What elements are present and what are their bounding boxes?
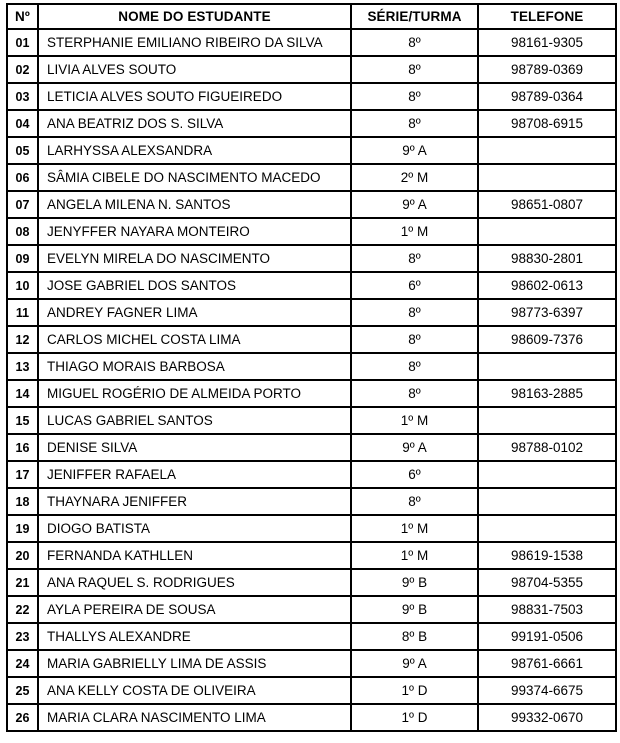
student-name-cell: THAYNARA JENIFFER bbox=[38, 488, 351, 515]
serie-turma-cell: 9º A bbox=[351, 650, 478, 677]
student-name-cell: MIGUEL ROGÉRIO DE ALMEIDA PORTO bbox=[38, 380, 351, 407]
serie-turma-cell: 1º D bbox=[351, 704, 478, 731]
serie-turma-cell: 9º A bbox=[351, 434, 478, 461]
table-row bbox=[7, 461, 616, 488]
student-name-cell: LUCAS GABRIEL SANTOS bbox=[38, 407, 351, 434]
serie-turma-cell: 8º bbox=[351, 299, 478, 326]
phone-cell: 99374-6675 bbox=[478, 677, 616, 704]
phone-cell bbox=[478, 137, 616, 164]
row-number-cell: 14 bbox=[7, 380, 38, 407]
col-header-serie: SÉRIE/TURMA bbox=[351, 4, 478, 29]
table-row bbox=[7, 704, 616, 731]
serie-turma-cell: 1º M bbox=[351, 542, 478, 569]
table-row bbox=[7, 434, 616, 461]
col-header-phone: TELEFONE bbox=[478, 4, 616, 29]
serie-turma-cell: 6º bbox=[351, 461, 478, 488]
table-row bbox=[7, 353, 616, 380]
row-number-cell: 22 bbox=[7, 596, 38, 623]
table-row bbox=[7, 677, 616, 704]
col-header-name: NOME DO ESTUDANTE bbox=[38, 4, 351, 29]
row-number-cell: 10 bbox=[7, 272, 38, 299]
row-number-cell: 26 bbox=[7, 704, 38, 731]
student-name-cell: STERPHANIE EMILIANO RIBEIRO DA SILVA bbox=[38, 29, 351, 56]
student-name-cell: LIVIA ALVES SOUTO bbox=[38, 56, 351, 83]
student-name-cell: ANGELA MILENA N. SANTOS bbox=[38, 191, 351, 218]
phone-cell: 98602-0613 bbox=[478, 272, 616, 299]
serie-turma-cell: 9º B bbox=[351, 596, 478, 623]
table-row bbox=[7, 650, 616, 677]
serie-turma-cell: 1º M bbox=[351, 407, 478, 434]
student-name-cell: DENISE SILVA bbox=[38, 434, 351, 461]
table-row bbox=[7, 56, 616, 83]
row-number-cell: 08 bbox=[7, 218, 38, 245]
table-row bbox=[7, 245, 616, 272]
phone-cell: 98704-5355 bbox=[478, 569, 616, 596]
serie-turma-cell: 8º bbox=[351, 110, 478, 137]
phone-cell: 98708-6915 bbox=[478, 110, 616, 137]
table-row bbox=[7, 515, 616, 542]
student-name-cell: CARLOS MICHEL COSTA LIMA bbox=[38, 326, 351, 353]
row-number-cell: 09 bbox=[7, 245, 38, 272]
row-number-cell: 12 bbox=[7, 326, 38, 353]
phone-cell: 98651-0807 bbox=[478, 191, 616, 218]
row-number-cell: 16 bbox=[7, 434, 38, 461]
student-name-cell: LARHYSSA ALEXSANDRA bbox=[38, 137, 351, 164]
table-row bbox=[7, 488, 616, 515]
student-name-cell: THALLYS ALEXANDRE bbox=[38, 623, 351, 650]
student-name-cell: JENIFFER RAFAELA bbox=[38, 461, 351, 488]
row-number-cell: 02 bbox=[7, 56, 38, 83]
student-name-cell: THIAGO MORAIS BARBOSA bbox=[38, 353, 351, 380]
table-row bbox=[7, 218, 616, 245]
table-row bbox=[7, 83, 616, 110]
table-row bbox=[7, 326, 616, 353]
header-row bbox=[7, 4, 616, 29]
table-row bbox=[7, 569, 616, 596]
student-name-cell: MARIA GABRIELLY LIMA DE ASSIS bbox=[38, 650, 351, 677]
row-number-cell: 06 bbox=[7, 164, 38, 191]
phone-cell: 98609-7376 bbox=[478, 326, 616, 353]
student-name-cell: JENYFFER NAYARA MONTEIRO bbox=[38, 218, 351, 245]
serie-turma-cell: 9º B bbox=[351, 569, 478, 596]
serie-turma-cell: 6º bbox=[351, 272, 478, 299]
student-name-cell: AYLA PEREIRA DE SOUSA bbox=[38, 596, 351, 623]
phone-cell: 99332-0670 bbox=[478, 704, 616, 731]
phone-cell bbox=[478, 218, 616, 245]
student-table bbox=[6, 3, 617, 732]
student-table-header bbox=[7, 4, 616, 29]
phone-cell: 98619-1538 bbox=[478, 542, 616, 569]
phone-cell: 99191-0506 bbox=[478, 623, 616, 650]
row-number-cell: 03 bbox=[7, 83, 38, 110]
row-number-cell: 18 bbox=[7, 488, 38, 515]
phone-cell bbox=[478, 407, 616, 434]
student-name-cell: ANA KELLY COSTA DE OLIVEIRA bbox=[38, 677, 351, 704]
row-number-cell: 24 bbox=[7, 650, 38, 677]
serie-turma-cell: 1º M bbox=[351, 218, 478, 245]
phone-cell bbox=[478, 488, 616, 515]
student-name-cell: JOSE GABRIEL DOS SANTOS bbox=[38, 272, 351, 299]
row-number-cell: 04 bbox=[7, 110, 38, 137]
serie-turma-cell: 8º bbox=[351, 353, 478, 380]
serie-turma-cell: 9º A bbox=[351, 191, 478, 218]
row-number-cell: 17 bbox=[7, 461, 38, 488]
row-number-cell: 05 bbox=[7, 137, 38, 164]
student-name-cell: EVELYN MIRELA DO NASCIMENTO bbox=[38, 245, 351, 272]
phone-cell: 98161-9305 bbox=[478, 29, 616, 56]
table-row bbox=[7, 29, 616, 56]
phone-cell bbox=[478, 164, 616, 191]
row-number-cell: 21 bbox=[7, 569, 38, 596]
table-row bbox=[7, 407, 616, 434]
serie-turma-cell: 8º bbox=[351, 380, 478, 407]
row-number-cell: 19 bbox=[7, 515, 38, 542]
serie-turma-cell: 1º D bbox=[351, 677, 478, 704]
row-number-cell: 15 bbox=[7, 407, 38, 434]
student-name-cell: ANA RAQUEL S. RODRIGUES bbox=[38, 569, 351, 596]
serie-turma-cell: 9º A bbox=[351, 137, 478, 164]
row-number-cell: 01 bbox=[7, 29, 38, 56]
table-row bbox=[7, 623, 616, 650]
student-name-cell: DIOGO BATISTA bbox=[38, 515, 351, 542]
row-number-cell: 25 bbox=[7, 677, 38, 704]
phone-cell: 98831-7503 bbox=[478, 596, 616, 623]
table-row bbox=[7, 191, 616, 218]
row-number-cell: 20 bbox=[7, 542, 38, 569]
phone-cell: 98830-2801 bbox=[478, 245, 616, 272]
student-name-cell: LETICIA ALVES SOUTO FIGUEIREDO bbox=[38, 83, 351, 110]
table-row bbox=[7, 110, 616, 137]
serie-turma-cell: 1º M bbox=[351, 515, 478, 542]
serie-turma-cell: 8º bbox=[351, 56, 478, 83]
phone-cell bbox=[478, 353, 616, 380]
row-number-cell: 13 bbox=[7, 353, 38, 380]
phone-cell: 98773-6397 bbox=[478, 299, 616, 326]
phone-cell: 98163-2885 bbox=[478, 380, 616, 407]
serie-turma-cell: 2º M bbox=[351, 164, 478, 191]
row-number-cell: 11 bbox=[7, 299, 38, 326]
serie-turma-cell: 8º bbox=[351, 326, 478, 353]
serie-turma-cell: 8º bbox=[351, 83, 478, 110]
serie-turma-cell: 8º bbox=[351, 245, 478, 272]
table-row bbox=[7, 596, 616, 623]
student-name-cell: MARIA CLARA NASCIMENTO LIMA bbox=[38, 704, 351, 731]
phone-cell: 98761-6661 bbox=[478, 650, 616, 677]
table-row bbox=[7, 272, 616, 299]
student-name-cell: FERNANDA KATHLLEN bbox=[38, 542, 351, 569]
phone-cell: 98789-0369 bbox=[478, 56, 616, 83]
student-name-cell: ANDREY FAGNER LIMA bbox=[38, 299, 351, 326]
serie-turma-cell: 8º bbox=[351, 488, 478, 515]
phone-cell bbox=[478, 515, 616, 542]
student-name-cell: SÂMIA CIBELE DO NASCIMENTO MACEDO bbox=[38, 164, 351, 191]
serie-turma-cell: 8º B bbox=[351, 623, 478, 650]
phone-cell bbox=[478, 461, 616, 488]
table-row bbox=[7, 137, 616, 164]
serie-turma-cell: 8º bbox=[351, 29, 478, 56]
col-header-num: Nº bbox=[7, 4, 38, 29]
student-name-cell: ANA BEATRIZ DOS S. SILVA bbox=[38, 110, 351, 137]
table-row bbox=[7, 299, 616, 326]
table-row bbox=[7, 542, 616, 569]
row-number-cell: 23 bbox=[7, 623, 38, 650]
table-row bbox=[7, 380, 616, 407]
student-table-body bbox=[7, 29, 616, 731]
row-number-cell: 07 bbox=[7, 191, 38, 218]
phone-cell: 98788-0102 bbox=[478, 434, 616, 461]
table-row bbox=[7, 164, 616, 191]
phone-cell: 98789-0364 bbox=[478, 83, 616, 110]
